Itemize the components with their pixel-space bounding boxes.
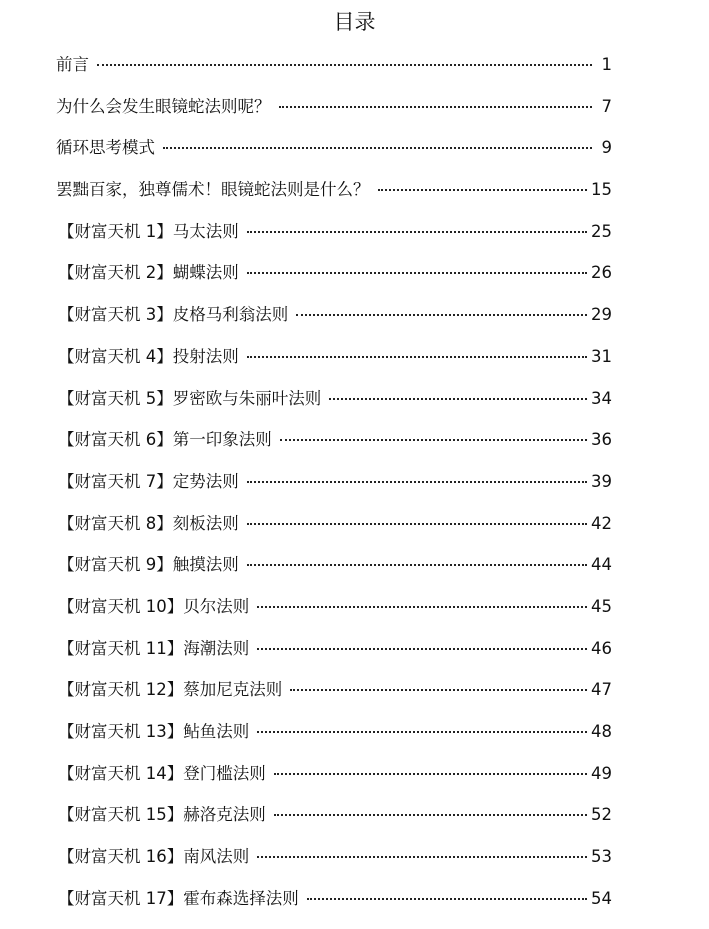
toc-entry-page-number: 45 — [591, 596, 612, 616]
toc-entry[interactable] — [56, 217, 612, 259]
toc-entry[interactable] — [56, 175, 612, 217]
toc-entry-page-number: 31 — [591, 346, 612, 366]
toc-entry[interactable] — [56, 842, 612, 884]
dot-leader — [290, 689, 587, 691]
dot-leader — [274, 814, 587, 816]
toc-entry-page-number: 42 — [591, 513, 612, 533]
toc-entry-page-number: 7 — [601, 96, 612, 116]
toc-entry-label: 【财富天机 7】定势法则 — [58, 471, 239, 491]
dot-leader — [296, 314, 587, 316]
toc-entry-page-number: 48 — [591, 722, 612, 741]
toc-entry[interactable] — [56, 467, 612, 509]
toc-entry[interactable] — [56, 425, 612, 467]
toc-entry[interactable] — [56, 759, 612, 801]
dot-leader — [257, 856, 587, 858]
toc-entry[interactable] — [56, 592, 612, 634]
dot-leader — [378, 189, 588, 191]
dot-leader — [247, 481, 587, 483]
dot-leader — [257, 648, 587, 650]
toc-entry-label: 【财富天机 16】南风法则 — [58, 847, 250, 867]
toc-entry-page-number: 44 — [591, 555, 612, 575]
dot-leader — [247, 523, 587, 525]
toc-entry-label: 【财富天机 15】赫洛克法则 — [58, 805, 266, 825]
dot-leader — [307, 898, 587, 900]
toc-entry-page-number: 15 — [591, 180, 612, 200]
toc-entry-page-number: 54 — [591, 888, 612, 908]
toc-entry-label: 【财富天机 9】触摸法则 — [58, 555, 239, 575]
toc-entry-label: 【财富天机 1】马太法则 — [58, 221, 239, 241]
toc-entry[interactable] — [56, 384, 612, 426]
toc-entry[interactable] — [56, 342, 612, 384]
dot-leader — [257, 606, 587, 608]
toc-entry[interactable] — [56, 50, 612, 92]
toc-entry-page-number: 1 — [601, 55, 612, 74]
toc-entry-label: 为什么会发生眼镜蛇法则呢？ — [56, 96, 271, 116]
toc-entry-label: 【财富天机 17】霍布森选择法则 — [58, 888, 299, 908]
toc-entry-label: 【财富天机 14】登门槛法则 — [58, 763, 266, 783]
dot-leader — [97, 64, 592, 66]
toc-entry-label: 【财富天机 10】贝尔法则 — [58, 596, 250, 616]
toc-entry-page-number: 29 — [591, 305, 612, 325]
dot-leader — [163, 147, 592, 149]
toc-entry-label: 【财富天机 13】鲇鱼法则 — [58, 722, 250, 741]
toc-entry-page-number: 49 — [591, 763, 612, 783]
toc-entry-page-number: 46 — [591, 638, 612, 658]
dot-leader — [274, 773, 587, 775]
toc-entry[interactable] — [56, 550, 612, 592]
toc-entry-label: 【财富天机 12】蔡加尼克法则 — [58, 680, 283, 700]
toc-entry-label: 【财富天机 8】刻板法则 — [58, 513, 239, 533]
toc-entry[interactable] — [56, 884, 612, 926]
toc-entry-label: 循环思考模式 — [56, 138, 155, 158]
toc-entry-label: 【财富天机 4】投射法则 — [58, 346, 239, 366]
toc-entry-page-number: 36 — [591, 430, 612, 450]
dot-leader — [257, 731, 587, 733]
toc-entry-page-number: 9 — [601, 138, 612, 158]
toc-entry-label: 罢黜百家，独尊儒术！眼镜蛇法则是什么？ — [56, 180, 370, 200]
dot-leader — [247, 356, 587, 358]
toc-entry[interactable] — [56, 675, 612, 717]
toc-entry[interactable] — [56, 634, 612, 676]
toc-entry-page-number: 52 — [591, 805, 612, 825]
toc-entry[interactable] — [56, 258, 612, 300]
page-title: 目录 — [333, 10, 376, 34]
dot-leader — [247, 272, 587, 274]
toc-entry[interactable] — [56, 800, 612, 842]
toc-entry-label: 前言 — [56, 55, 89, 74]
toc-entry-page-number: 25 — [591, 221, 612, 241]
toc-entry[interactable] — [56, 300, 612, 342]
table-of-contents — [56, 50, 612, 925]
toc-entry-label: 【财富天机 11】海潮法则 — [58, 638, 250, 658]
toc-entry[interactable] — [56, 717, 612, 759]
toc-entry-page-number: 47 — [591, 680, 612, 700]
toc-entry-page-number: 34 — [591, 388, 612, 408]
toc-entry-label: 【财富天机 6】第一印象法则 — [58, 430, 272, 450]
toc-entry[interactable] — [56, 92, 612, 134]
toc-entry-label: 【财富天机 2】蝴蝶法则 — [58, 263, 239, 283]
dot-leader — [280, 439, 587, 441]
toc-entry-label: 【财富天机 5】罗密欧与朱丽叶法则 — [58, 388, 322, 408]
toc-entry-label: 【财富天机 3】皮格马利翁法则 — [58, 305, 289, 325]
toc-entry[interactable] — [56, 133, 612, 175]
toc-entry-page-number: 26 — [591, 263, 612, 283]
dot-leader — [279, 106, 593, 108]
dot-leader — [247, 564, 587, 566]
toc-entry-page-number: 39 — [591, 471, 612, 491]
toc-entry[interactable] — [56, 509, 612, 551]
toc-entry-page-number: 53 — [591, 847, 612, 867]
dot-leader — [329, 398, 587, 400]
dot-leader — [247, 231, 587, 233]
